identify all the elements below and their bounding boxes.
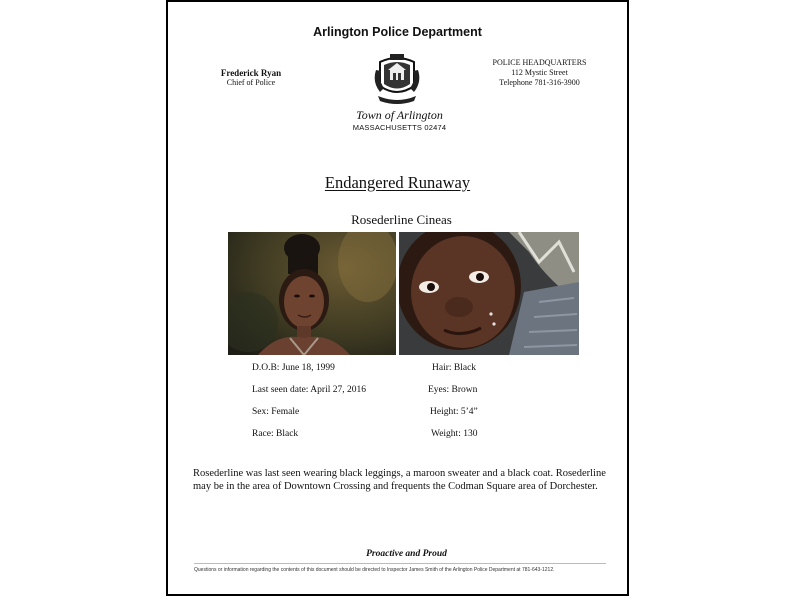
detail-sex: Sex: Female: [252, 407, 300, 417]
chief-name: Frederick Ryan: [220, 68, 282, 78]
detail-hair: Hair: Black: [432, 363, 477, 373]
detail-height: Height: 5’4”: [430, 407, 478, 417]
state-zip: MASSACHUSETTS 02474: [352, 123, 447, 132]
person-name: Rosederline Cineas: [351, 212, 452, 227]
headquarters-block: [481, 58, 598, 88]
detail-weight: Weight: 130: [431, 429, 478, 439]
department-motto: Proactive and Proud: [366, 549, 447, 559]
town-name: Town of Arlington: [356, 108, 443, 122]
detail-race: Race: Black: [252, 429, 299, 439]
detail-dob: D.O.B: June 18, 1999: [252, 363, 335, 373]
footer-divider: [194, 563, 606, 564]
photo-left: [228, 232, 396, 355]
detail-last-seen: Last seen date: April 27, 2016: [252, 385, 366, 395]
hq-street: 112 Mystic Street: [511, 68, 568, 77]
detail-eyes: Eyes: Brown: [428, 385, 478, 395]
town-seal-icon: [372, 52, 422, 104]
description-paragraph: Rosederline was last seen wearing black leggings, a maroon sweater and a black coat. Rosederline may be in the area of Downtown Crossing and frequents the Codman Square area of Dorchester.: [193, 468, 606, 492]
hq-phone: Telephone 781-316-3900: [499, 78, 580, 87]
chief-title: Chief of Police: [226, 78, 276, 87]
notice-headline-text: Endangered Runaway: [324, 173, 471, 192]
flyer-page: [166, 0, 629, 596]
notice-headline: [168, 173, 627, 193]
photo-right: [399, 232, 579, 355]
contact-note: Questions or information regarding the contents of this document should be directed to Inspector James Smith of the Arlington Police Department at 781-643-1212.: [194, 567, 555, 573]
hq-label: POLICE HEADQUARTERS: [492, 58, 587, 67]
chief-block: [208, 68, 294, 88]
department-title: Arlington Police Department: [313, 25, 482, 39]
